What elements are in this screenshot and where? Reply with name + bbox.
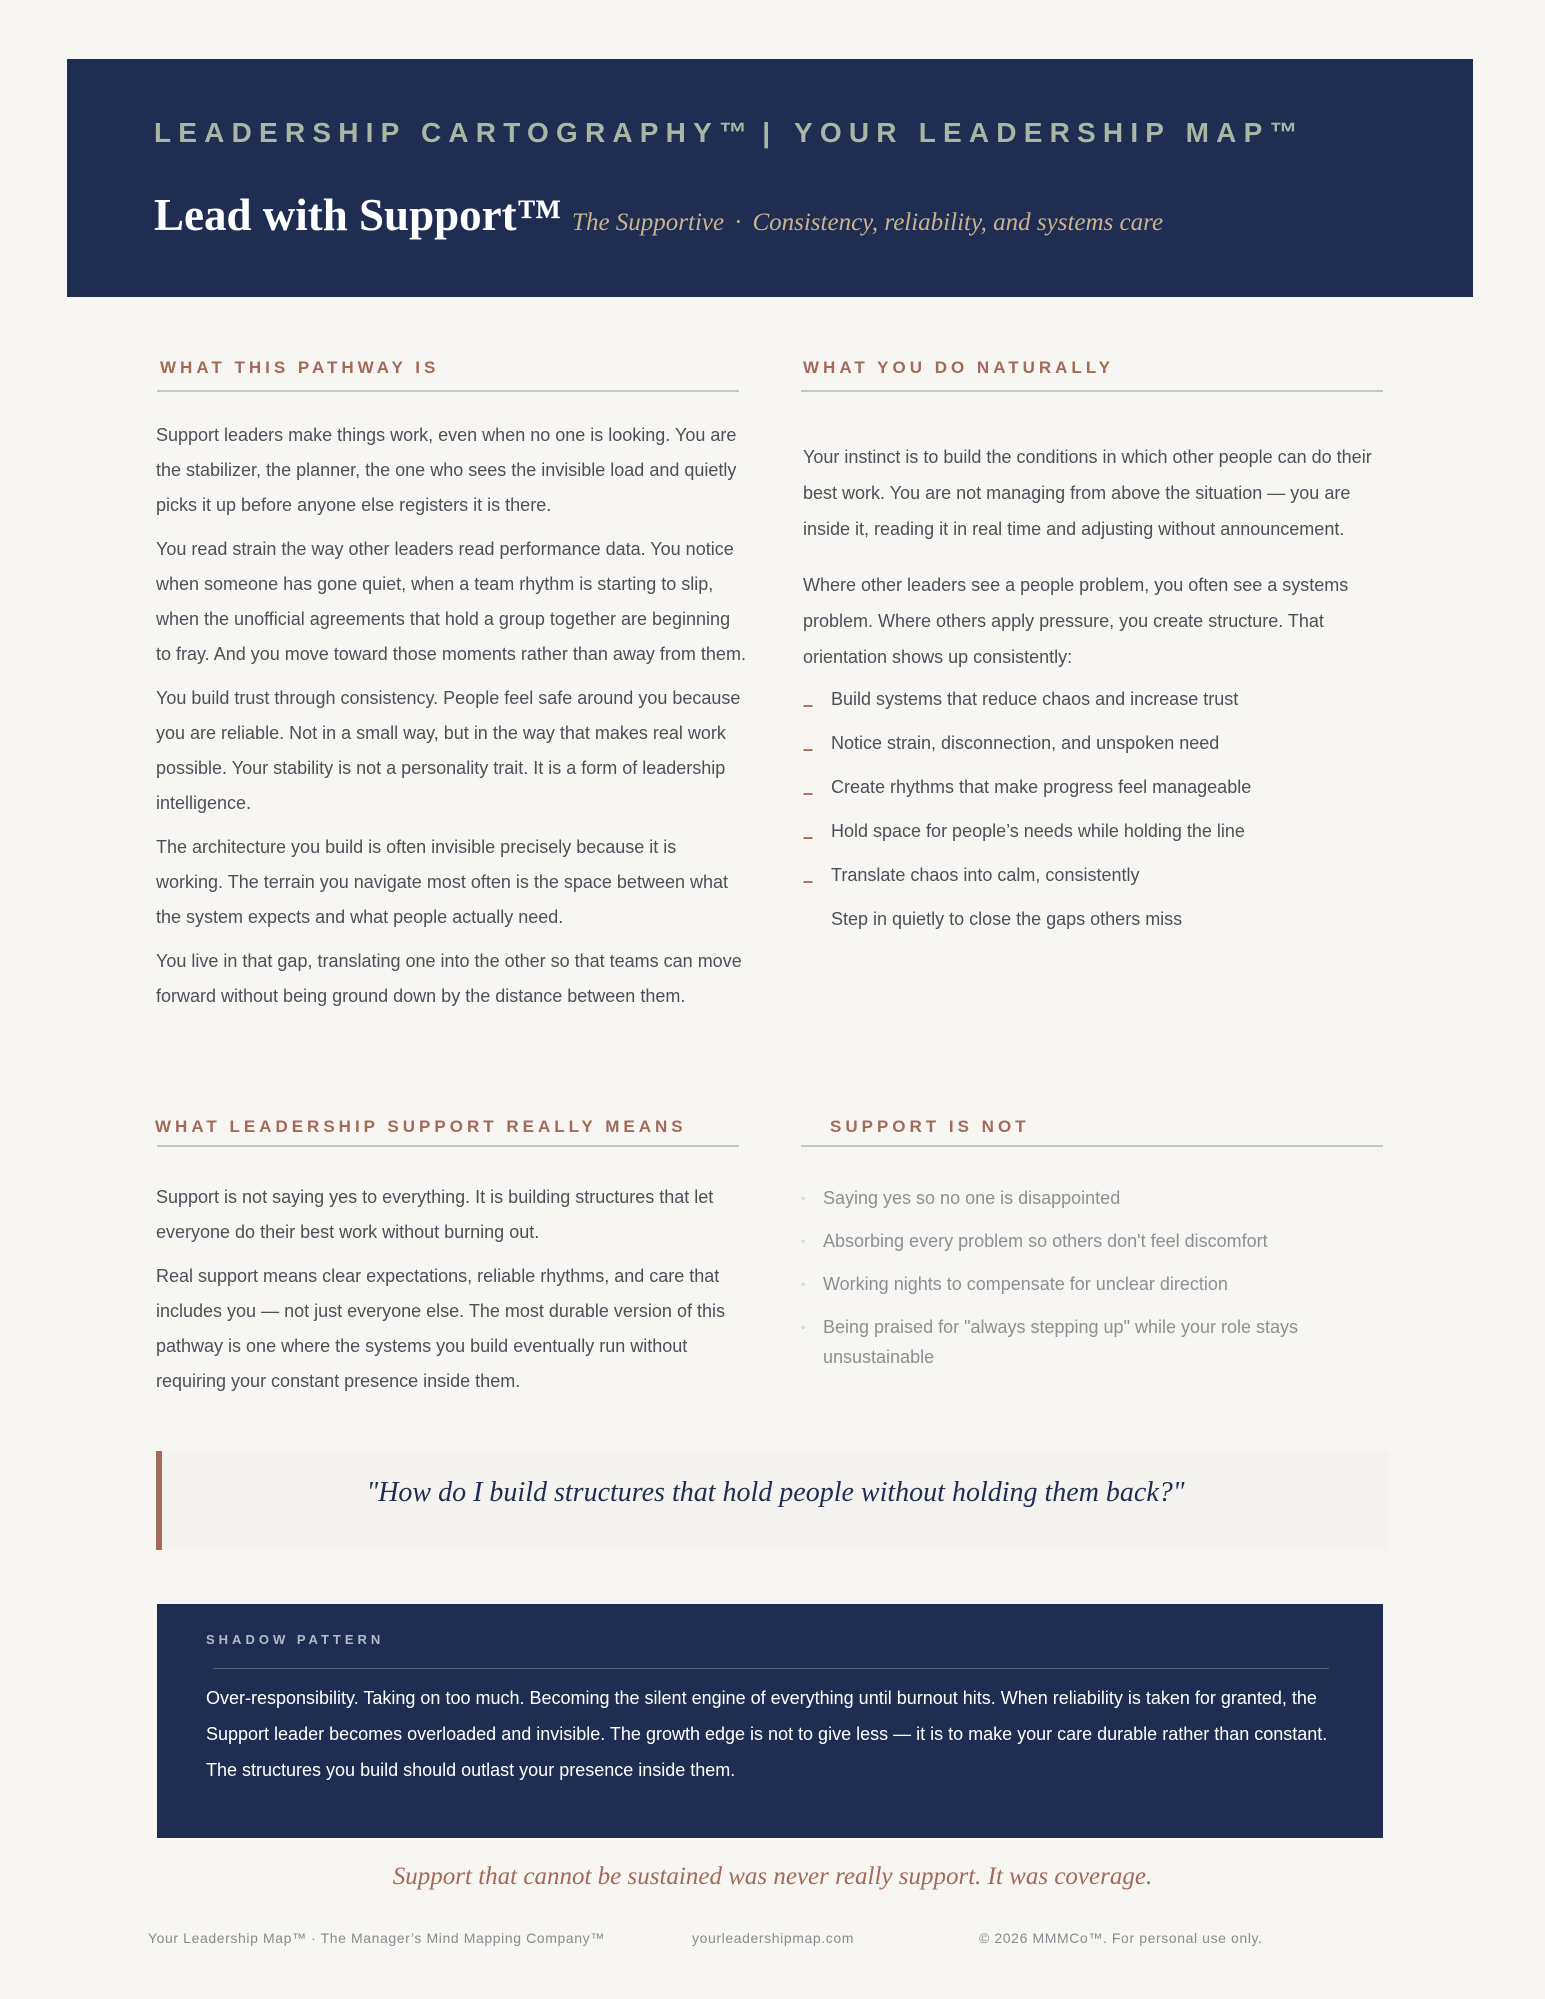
naturally-body — [803, 439, 1373, 946]
quote-text: "How do I build structures that hold people without holding them back?" — [366, 1477, 1185, 1508]
pathway-paragraph: Support leaders make things work, even when no one is looking. You are the stabilizer, the planner, the one who sees the invisible load and quietly picks it up before anyone else registers it is there. — [156, 425, 737, 515]
dash-icon: – — [803, 783, 814, 803]
list-item: ◦ Absorbing every problem so others don't feel discomfort — [801, 1226, 1361, 1256]
header-kicker — [154, 117, 1305, 149]
naturally-heading: WHAT YOU DO NATURALLY — [803, 358, 1114, 377]
pathway-paragraph: You read strain the way other leaders read performance data. You notice when someone has gone quiet, when a team rhythm is starting to slip, when the unofficial agreements that hold a group together are beginning to fray. And you move toward those moments rather than away from them. — [156, 539, 746, 664]
pathway-paragraph: You live in that gap, translating one into the other so that teams can move forward without being ground down by the distance between them. — [156, 951, 742, 1006]
not-list — [801, 1183, 1361, 1372]
pathway-paragraph: You build trust through consistency. People feel safe around you because you are reliable. Not in a small way, but in the way that makes real work possible. Your stability is not a personality trait. It is a form of leadership intelligence. — [156, 688, 741, 813]
means-heading: WHAT LEADERSHIP SUPPORT REALLY MEANS — [155, 1117, 687, 1136]
circle-bullet-icon: ◦ — [801, 1234, 806, 1248]
product-name: YOUR LEADERSHIP MAP™ — [794, 117, 1305, 148]
quote-box — [156, 1451, 1389, 1550]
archetype-name: The Supportive — [572, 209, 725, 236]
shadow-pattern-rule — [213, 1668, 1329, 1669]
list-item: – Translate chaos into calm, consistently — [803, 858, 1373, 902]
means-body — [156, 1180, 736, 1408]
header-banner — [67, 59, 1473, 297]
means-paragraph: Real support means clear expectations, reliable rhythms, and care that includes you — not just everyone else. The most durable version of this pathway is one where the systems you build eventually run without requiring your constant presence inside them. — [156, 1266, 725, 1391]
list-item: – Create rhythms that make progress feel manageable — [803, 770, 1373, 814]
list-item: – Build systems that reduce chaos and increase trust — [803, 682, 1373, 726]
means-paragraph: Support is not saying yes to everything. It is building structures that let everyone do their best work without burning out. — [156, 1187, 714, 1242]
not-body — [801, 1183, 1361, 1385]
shadow-pattern-label: SHADOW PATTERN — [206, 1632, 385, 1647]
page-subtitle — [572, 209, 1163, 236]
dash-icon: – — [803, 739, 814, 759]
pathway-paragraph: The architecture you build is often invisible precisely because it is working. The terrain you navigate most often is the space between what the system expects and what people actually need. — [156, 837, 728, 927]
circle-bullet-icon: ◦ — [801, 1320, 806, 1334]
footer-url[interactable]: yourleadershipmap.com — [692, 1930, 855, 1946]
shadow-pattern-box — [157, 1604, 1383, 1838]
dash-icon: – — [803, 827, 814, 847]
not-rule — [801, 1145, 1383, 1147]
list-item: ◦ Being praised for "always stepping up" while your role stays unsustainable — [801, 1312, 1361, 1372]
means-rule — [157, 1145, 739, 1147]
header-title-row — [154, 189, 1163, 241]
dash-icon: – — [803, 695, 814, 715]
naturally-rule — [801, 390, 1383, 392]
list-item: – Notice strain, disconnection, and unspoken need — [803, 726, 1373, 770]
circle-bullet-icon: ◦ — [801, 1191, 806, 1205]
page-title: Lead with Support™ — [154, 190, 562, 240]
pathway-heading: WHAT THIS PATHWAY IS — [160, 358, 440, 377]
naturally-list — [803, 682, 1373, 946]
list-item: Step in quietly to close the gaps others miss — [831, 909, 1183, 929]
pathway-body — [156, 418, 746, 1023]
not-heading: SUPPORT IS NOT — [830, 1117, 1030, 1136]
pathway-rule — [157, 390, 739, 392]
list-item: – Hold space for people’s needs while holding the line — [803, 814, 1373, 858]
subtitle-dot: · — [734, 209, 743, 236]
brand-name: LEADERSHIP CARTOGRAPHY™ — [154, 117, 755, 148]
kicker-separator: | — [762, 117, 771, 148]
footer-copyright: © 2026 MMMCo™. For personal use only. — [979, 1930, 1263, 1946]
list-item: ◦ Saying yes so no one is disappointed — [801, 1183, 1361, 1213]
shadow-pattern-text: Over-responsibility. Taking on too much. Becoming the silent engine of everything until burnout hits. When reliability is taken for granted, the Support leader becomes overloaded and invisible. The growth edge is not to give less — it is to make your care durable rather than constant. The structures you build should outlast your presence inside them. — [206, 1688, 1328, 1780]
circle-bullet-icon: ◦ — [801, 1277, 806, 1291]
dash-icon: – — [803, 871, 814, 891]
naturally-paragraph: Your instinct is to build the conditions in which other people can do their best work. You are not managing from above the situation — you are inside it, reading it in real time and adjusting without announcement. — [803, 447, 1372, 539]
naturally-paragraph: Where other leaders see a people problem, you often see a systems problem. Where others apply pressure, you create structure. That orientation shows up consistently: — [803, 575, 1349, 667]
list-item: ◦ Working nights to compensate for unclear direction — [801, 1269, 1361, 1299]
closing-tagline: Support that cannot be sustained was never really support. It was coverage. — [392, 1863, 1153, 1890]
footer-brand: Your Leadership Map™ · The Manager’s Mind Mapping Company™ — [148, 1930, 605, 1946]
archetype-description: Consistency, reliability, and systems care — [752, 209, 1164, 236]
